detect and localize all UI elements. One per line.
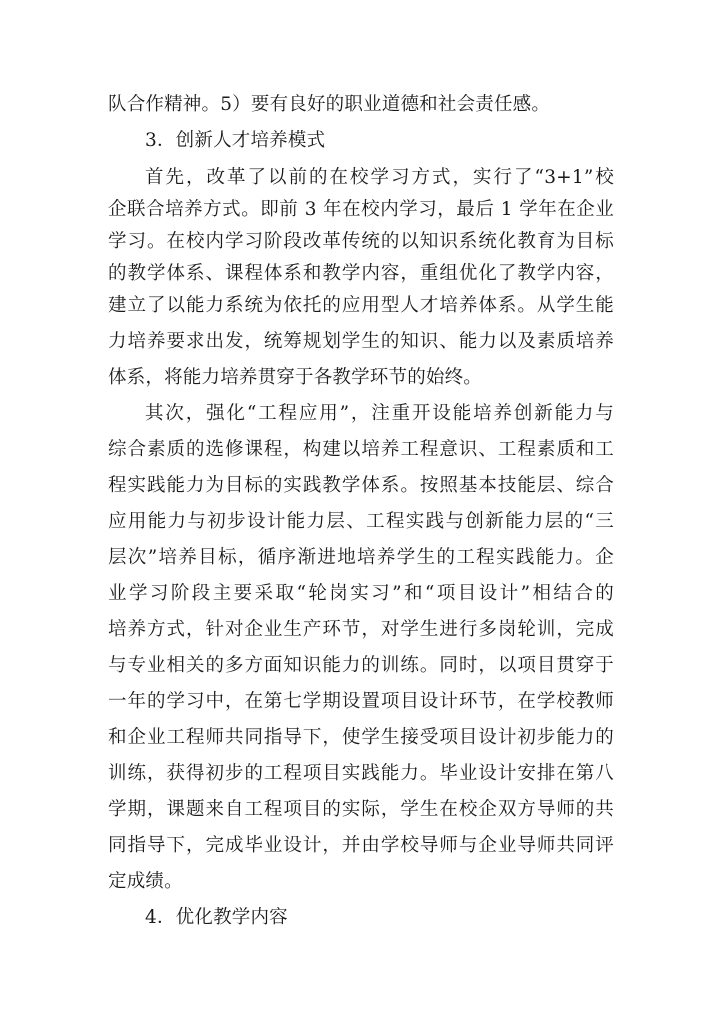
paragraph-2-line: 和企业工程师共同指导下，使学生接受项目设计初步能力的	[108, 727, 614, 748]
paragraph-2-line: 与专业相关的多方面知识能力的训练。同时，以项目贯穿于	[108, 655, 614, 676]
paragraph-2-line: 应用能力与初步设计能力层、工程实践与创新能力层的“三	[108, 511, 614, 532]
paragraph-2-line: 程实践能力为目标的实践教学体系。按照基本技能层、综合	[108, 475, 614, 496]
paragraph-2-line: 同指导下，完成毕业设计，并由学校导师与企业导师共同评	[108, 835, 614, 856]
section-3-heading: 3．创新人才培养模式	[145, 130, 326, 151]
paragraph-1-line: 体系，将能力培养贯穿于各教学环节的始终。	[108, 367, 483, 388]
paragraph-1-line: 企联合培养方式。即前 3 年在校内学习，最后 1 学年在企业	[108, 199, 614, 220]
paragraph-2-line: 综合素质的选修课程，构建以培养工程意识、工程素质和工	[108, 439, 614, 460]
paragraph-2-line: 业学习阶段主要采取“轮岗实习”和“项目设计”相结合的	[108, 583, 614, 604]
paragraph-2-line: 训练，获得初步的工程项目实践能力。毕业设计安排在第八	[108, 763, 614, 784]
paragraph-2-line: 一年的学习中，在第七学期设置项目设计环节，在学校教师	[108, 691, 614, 712]
paragraph-2-line: 定成绩。	[108, 871, 183, 892]
paragraph-1-line: 的教学体系、课程体系和教学内容，重组优化了教学内容，	[108, 263, 614, 284]
paragraph-2-line: 学期，课题来自工程项目的实际，学生在校企双方导师的共	[108, 799, 614, 820]
section-4-heading: 4．优化教学内容	[145, 907, 288, 928]
paragraph-2-line: 层次”培养目标，循序渐进地培养学生的工程实践能力。企	[108, 547, 614, 568]
paragraph-1-line: 首先，改革了以前的在校学习方式，实行了“3+1”校	[145, 167, 614, 188]
paragraph-2-line: 其次，强化“工程应用”，注重开设能培养创新能力与	[145, 403, 614, 424]
paragraph-1-line: 力培养要求出发，统筹规划学生的知识、能力以及素质培养	[108, 331, 614, 352]
paragraph-2-line: 培养方式，针对企业生产环节，对学生进行多岗轮训，完成	[108, 619, 614, 640]
paragraph-1-line: 学习。在校内学习阶段改革传统的以知识系统化教育为目标	[108, 231, 614, 252]
paragraph-1-line: 建立了以能力系统为依托的应用型人才培养体系。从学生能	[108, 295, 614, 316]
intro-tail-line: 队合作精神。5）要有良好的职业道德和社会责任感。	[108, 94, 551, 115]
